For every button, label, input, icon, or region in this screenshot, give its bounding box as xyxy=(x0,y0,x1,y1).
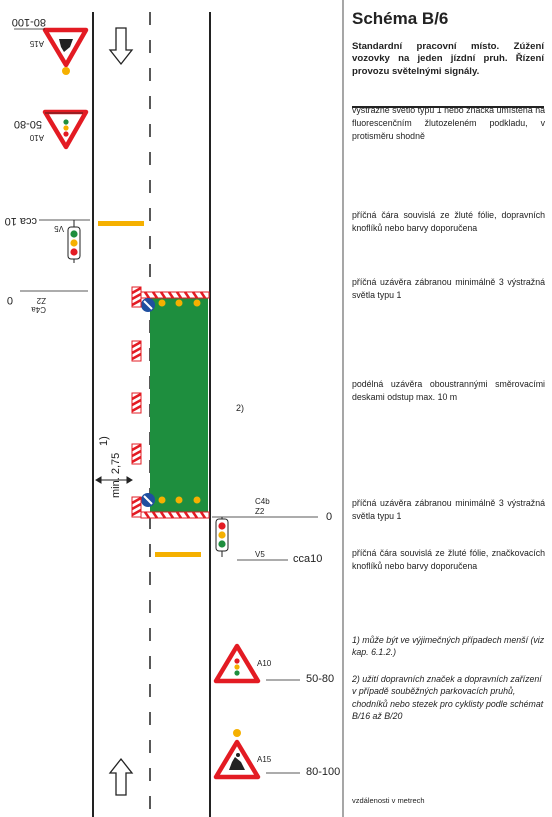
page-subtitle: Standardní pracovní místo. Zúžení vozovky na jeden jízdní pruh. Řízení provozu světelnými signály. xyxy=(352,41,544,77)
page-title: Schéma B/6 xyxy=(352,9,449,28)
warning-sign-a10-icon xyxy=(216,646,258,681)
note-yellow-line-bottom: příčná čára souvislá ze žluté fólie, značkovacích knoflíků nebo barvy doporučena xyxy=(352,548,545,571)
label-a15: A15 xyxy=(257,755,272,764)
warning-light-icon xyxy=(176,300,183,307)
yellow-line-top xyxy=(98,221,144,226)
footnote-2: 2) užití dopravních značek a dopravních zařízení v případě souběžných parkovacích pruhů, chodníků nebo stezek pro cyklisty podle schémat B/16 až B/20 xyxy=(352,674,544,721)
label-c4b: C4b xyxy=(255,497,270,506)
keep-left-sign-icon xyxy=(141,298,155,312)
work-area xyxy=(150,297,208,512)
warning-light-icon xyxy=(194,497,201,504)
traffic-light-icon xyxy=(68,220,80,263)
left-c4a: C4a xyxy=(31,305,46,314)
yellow-line-bottom xyxy=(155,552,201,557)
warning-light-icon xyxy=(159,300,166,307)
label-a10: A10 xyxy=(257,659,272,668)
traffic-light-icon xyxy=(216,517,228,557)
left-dist-50: 50-80 xyxy=(13,118,42,130)
footnote-1: 1) může být ve výjimečných případech menší (viz kap. 6.1.2.) xyxy=(352,635,545,658)
dist-0: 0 xyxy=(326,511,333,523)
warning-sign-a10-icon xyxy=(45,112,86,147)
left-v5: V5 xyxy=(54,224,64,233)
note-warning-light: výstražné světlo typu 1 nebo značka umístěna na fluorescenčním žlutozeleném podkladu, v protisměru shodně xyxy=(352,105,545,141)
warning-light-icon xyxy=(159,497,166,504)
warning-light-icon xyxy=(194,300,201,307)
dist-cca10: cca10 xyxy=(293,553,323,565)
note-yellow-line-top: příčná čára souvislá ze žluté fólie, dopravních knoflíků nebo barvy doporučena xyxy=(352,210,545,233)
left-z2: Z2 xyxy=(36,296,46,305)
note-barrier-top: příčná uzávěra zábranou minimálně 3 výstražná světla typu 1 xyxy=(352,277,545,300)
left-dist-80: 80-100 xyxy=(11,16,46,28)
note-longitudinal: podélná uzávěra oboustrannými směrovacími deskami odstup max. 10 m xyxy=(352,379,545,402)
left-a15: A15 xyxy=(29,39,44,48)
units-note: vzdálenosti v metrech xyxy=(352,796,425,805)
width-note: 1) xyxy=(98,436,110,446)
arrow-down-icon xyxy=(110,28,132,64)
left-dist-0: 0 xyxy=(6,294,13,306)
note-2-marker: 2) xyxy=(236,403,245,413)
left-dist-cca: cca 10 xyxy=(4,215,37,227)
dist-50-80: 50-80 xyxy=(306,673,335,685)
warning-light-icon xyxy=(176,497,183,504)
arrow-up-icon xyxy=(110,759,132,795)
warning-sign-a15-icon xyxy=(216,729,258,777)
width-label: min. 2,75 xyxy=(110,452,122,498)
label-z2: Z2 xyxy=(255,507,265,516)
left-a10: A10 xyxy=(29,133,44,142)
label-v5: V5 xyxy=(255,550,265,559)
keep-left-sign-icon xyxy=(141,493,155,507)
dist-80-100: 80-100 xyxy=(306,766,341,778)
note-barrier-bottom: příčná uzávěra zábranou minimálně 3 výstražná světla typu 1 xyxy=(352,498,545,521)
warning-sign-a15-icon xyxy=(45,30,86,75)
